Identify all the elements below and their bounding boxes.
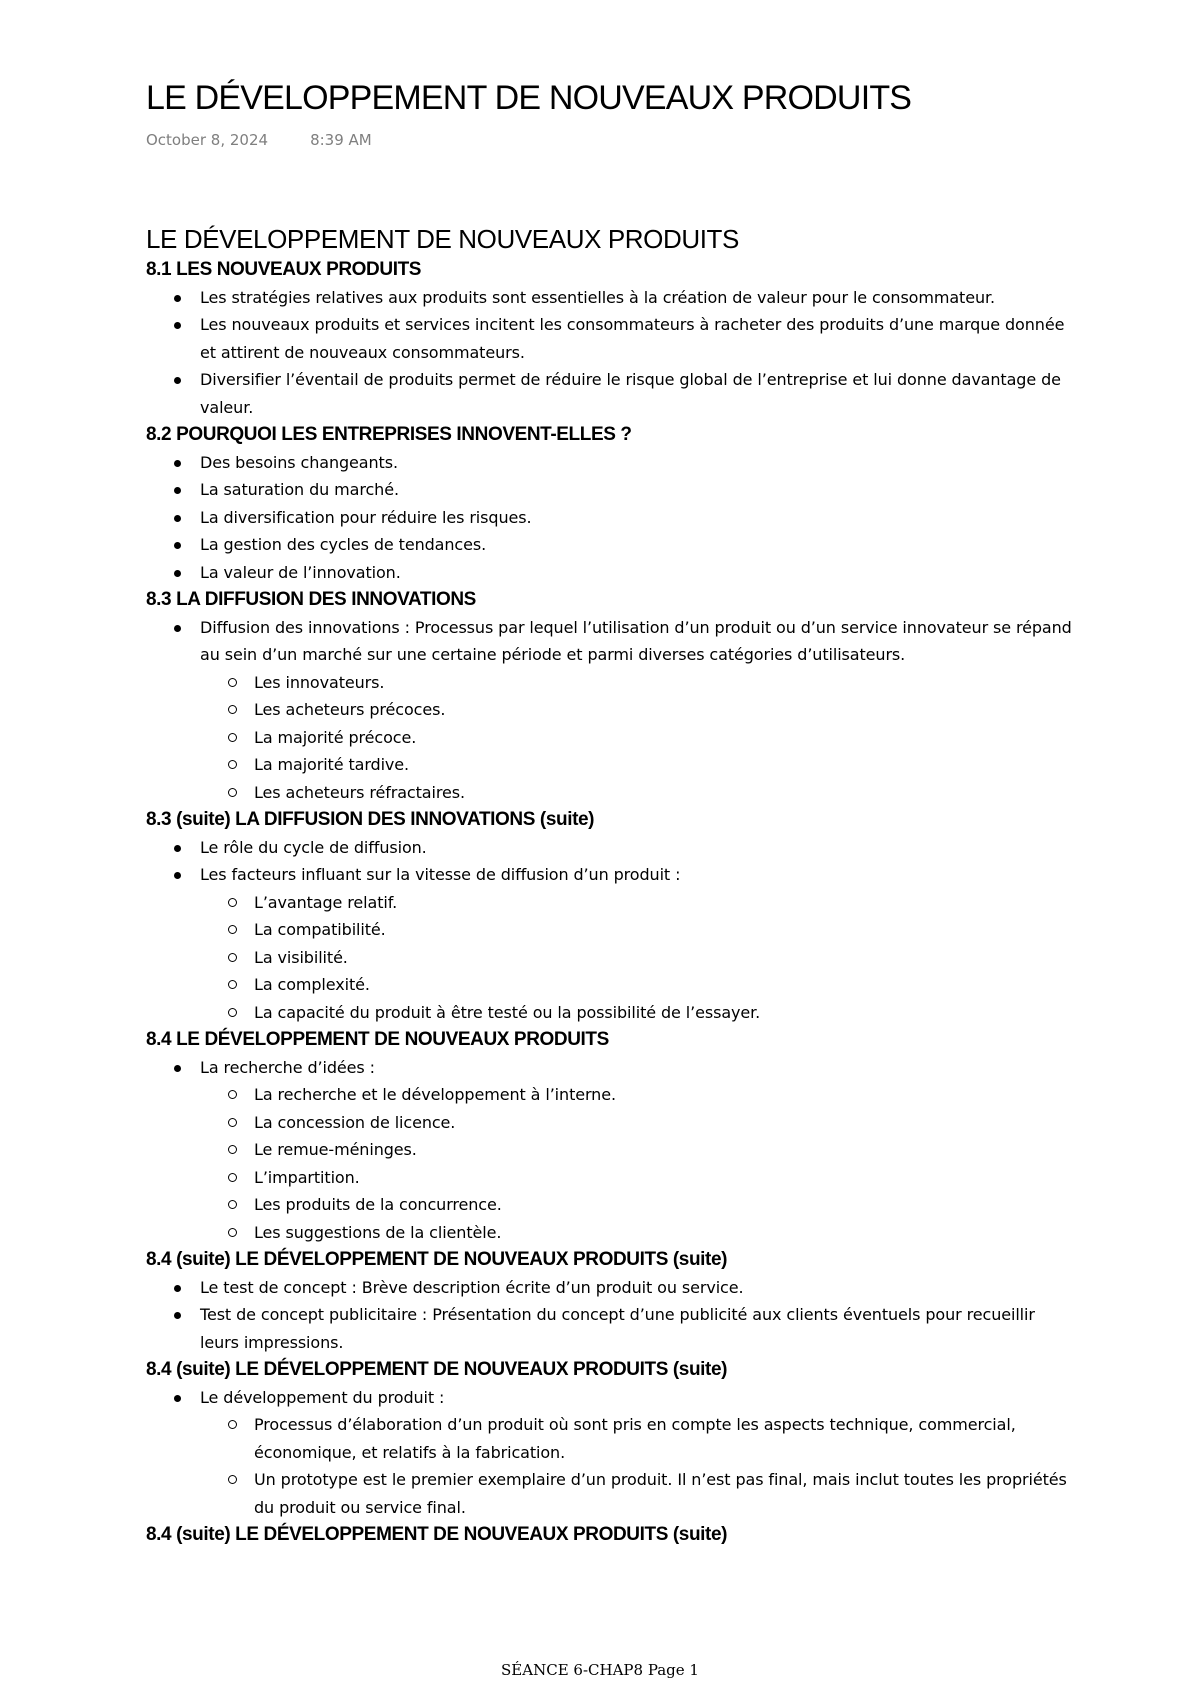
bullet-list [146, 614, 1076, 807]
sub-list-item [200, 1109, 1076, 1137]
sub-list-item-text: Le remue-méninges. [254, 1140, 417, 1159]
list-item [146, 284, 1076, 312]
sub-list-item [200, 1191, 1076, 1219]
list-item-text: La diversification pour réduire les risques. [200, 507, 532, 527]
list-item-text: Le développement du produit : [200, 1387, 445, 1407]
document-heading: LE DÉVELOPPEMENT DE NOUVEAUX PRODUITS [146, 224, 739, 254]
page-footer: SÉANCE 6-CHAP8 Page 1 [501, 1661, 699, 1679]
page-meta [146, 131, 372, 149]
section-title: 8.1 LES NOUVEAUX PRODUITS [146, 259, 422, 280]
bullet-list [146, 1384, 1076, 1522]
sub-list-item [200, 1136, 1076, 1164]
sub-list-item [200, 724, 1076, 752]
list-item [146, 614, 1076, 807]
sub-list [200, 669, 1076, 807]
sub-list-item-text: Processus d’élaboration d’un produit où sont pris en compte les aspects technique, commercial, économique, et relatifs à la fabrication. [254, 1415, 1016, 1462]
list-item [146, 366, 1076, 421]
page-time: 8:39 AM [310, 131, 372, 149]
list-item [146, 861, 1076, 1026]
section-title: 8.3 (suite) LA DIFFUSION DES INNOVATIONS (suite) [146, 809, 595, 830]
list-item-text: La recherche d’idées : [200, 1057, 375, 1077]
sub-list-item-text: Les suggestions de la clientèle. [254, 1222, 502, 1242]
document-body [146, 222, 1076, 1549]
sub-list-item [200, 1466, 1076, 1521]
section-title: 8.4 (suite) LE DÉVELOPPEMENT DE NOUVEAUX PRODUITS (suite) [146, 1524, 728, 1545]
bullet-list [146, 834, 1076, 1027]
sub-list [200, 889, 1076, 1027]
list-item-text: La gestion des cycles de tendances. [200, 535, 487, 554]
section-title: 8.2 POURQUOI LES ENTREPRISES INNOVENT-ELLES ? [146, 424, 632, 445]
sub-list-item-text: La capacité du produit à être testé ou la possibilité de l’essayer. [254, 1002, 761, 1022]
list-item [146, 1301, 1076, 1356]
sub-list-item-text: Les acheteurs réfractaires. [254, 782, 465, 802]
list-item-text: Diffusion des innovations : Processus par lequel l’utilisation d’un produit ou d’un service innovateur se répand au sein d’un marché sur une certaine période et parmi diverses catégories d’utilisateurs. [200, 617, 1072, 664]
list-item [146, 834, 1076, 862]
sub-list-item-text: La complexité. [254, 975, 370, 994]
sub-list-item [200, 944, 1076, 972]
sub-list-item-text: La majorité précoce. [254, 727, 417, 747]
sub-list-item-text: Un prototype est le premier exemplaire d’un produit. Il n’est pas final, mais inclut toutes les propriétés du produit ou service final. [254, 1470, 1067, 1517]
sub-list-item [200, 779, 1076, 807]
list-item-text: Les facteurs influant sur la vitesse de diffusion d’un produit : [200, 865, 681, 884]
sub-list-item [200, 1219, 1076, 1247]
list-item [146, 476, 1076, 504]
sub-list-item [200, 999, 1076, 1027]
sub-list [200, 1081, 1076, 1246]
sub-list-item [200, 971, 1076, 999]
list-item [146, 531, 1076, 559]
page-date: October 8, 2024 [146, 131, 269, 149]
list-item-text: Le test de concept : Brève description écrite d’un produit ou service. [200, 1277, 744, 1297]
list-item [146, 311, 1076, 366]
sub-list-item-text: Les produits de la concurrence. [254, 1195, 502, 1214]
section-title: 8.4 (suite) LE DÉVELOPPEMENT DE NOUVEAUX PRODUITS (suite) [146, 1249, 728, 1270]
sub-list-item-text: La recherche et le développement à l’interne. [254, 1085, 616, 1104]
bullet-list [146, 449, 1076, 587]
list-item-text: Des besoins changeants. [200, 452, 398, 472]
bullet-list [146, 1274, 1076, 1357]
sub-list-item-text: L’impartition. [254, 1167, 360, 1187]
sub-list-item [200, 751, 1076, 779]
sub-list-item [200, 889, 1076, 917]
sub-list-item [200, 1411, 1076, 1466]
document-sections [146, 256, 1076, 1549]
sub-list-item [200, 1164, 1076, 1192]
sub-list-item-text: La compatibilité. [254, 920, 386, 939]
list-item-text: La valeur de l’innovation. [200, 562, 401, 582]
sub-list-item-text: Les innovateurs. [254, 672, 385, 692]
list-item [146, 504, 1076, 532]
list-item-text: Diversifier l’éventail de produits permet de réduire le risque global de l’entreprise et lui donne davantage de valeur. [200, 370, 1061, 417]
sub-list-item-text: Les acheteurs précoces. [254, 700, 446, 719]
sub-list-item [200, 916, 1076, 944]
sub-list [200, 1411, 1076, 1521]
sub-list-item [200, 669, 1076, 697]
list-item [146, 1384, 1076, 1522]
sub-list-item [200, 696, 1076, 724]
list-item [146, 559, 1076, 587]
list-item [146, 1054, 1076, 1247]
list-item-text: Test de concept publicitaire : Présentation du concept d’une publicité aux clients éventuels pour recueillir leurs impressions. [200, 1305, 1035, 1352]
list-item-text: Les nouveaux produits et services incitent les consommateurs à racheter des produits d’une marque donnée et attirent de nouveaux consommateurs. [200, 315, 1065, 362]
sub-list-item-text: La majorité tardive. [254, 755, 410, 774]
page-title: LE DÉVELOPPEMENT DE NOUVEAUX PRODUITS [146, 79, 912, 117]
bullet-list [146, 284, 1076, 422]
bullet-list [146, 1054, 1076, 1247]
section-title: 8.4 LE DÉVELOPPEMENT DE NOUVEAUX PRODUITS [146, 1029, 609, 1050]
list-item-text: La saturation du marché. [200, 480, 399, 499]
section-title: 8.4 (suite) LE DÉVELOPPEMENT DE NOUVEAUX PRODUITS (suite) [146, 1359, 728, 1380]
list-item [146, 449, 1076, 477]
section-title: 8.3 LA DIFFUSION DES INNOVATIONS [146, 589, 476, 610]
sub-list-item-text: L’avantage relatif. [254, 892, 398, 912]
sub-list-item [200, 1081, 1076, 1109]
list-item [146, 1274, 1076, 1302]
list-item-text: Les stratégies relatives aux produits sont essentielles à la création de valeur pour le consommateur. [200, 287, 995, 307]
sub-list-item-text: La visibilité. [254, 947, 348, 967]
sub-list-item-text: La concession de licence. [254, 1112, 456, 1132]
list-item-text: Le rôle du cycle de diffusion. [200, 837, 427, 857]
